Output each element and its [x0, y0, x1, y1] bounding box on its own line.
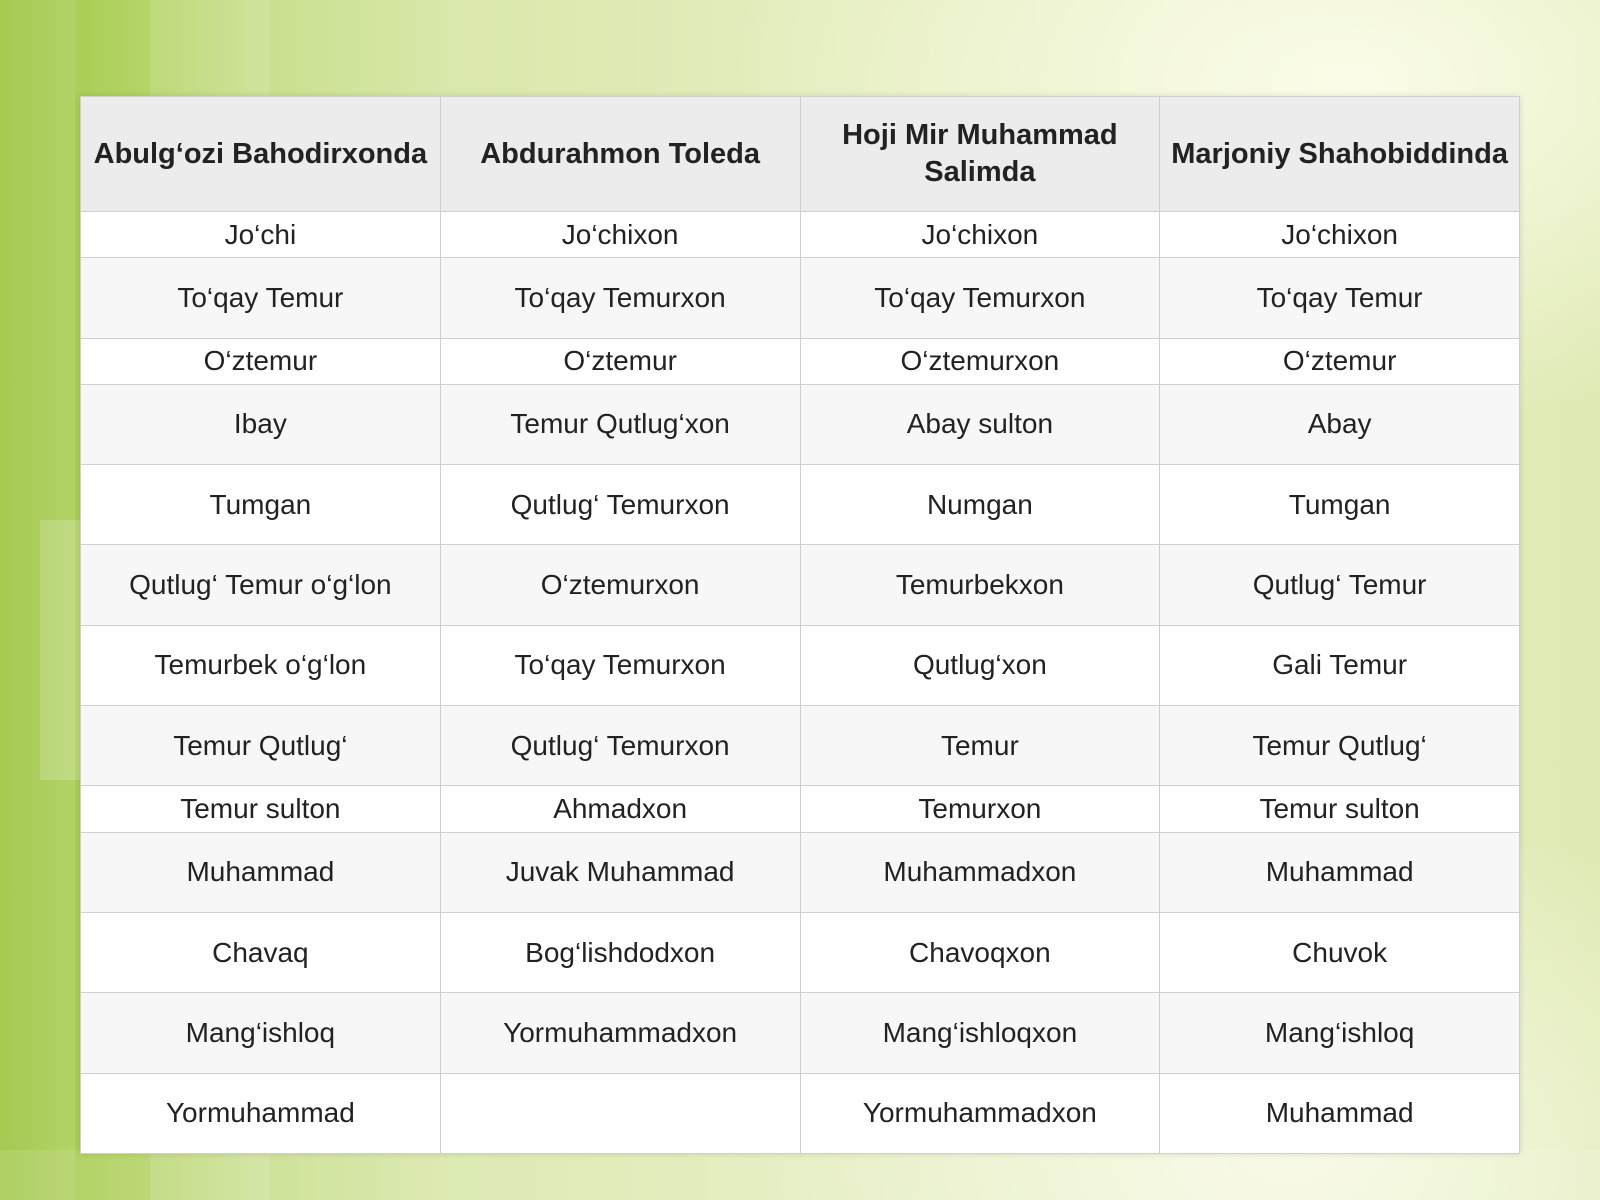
table-cell: O‘ztemurxon	[800, 338, 1160, 384]
table-cell: Abay	[1160, 384, 1520, 464]
table-cell: O‘ztemur	[81, 338, 441, 384]
table-cell: Muhammadxon	[800, 832, 1160, 912]
background-stripe	[0, 1150, 1600, 1200]
table-row	[81, 1073, 1520, 1153]
table-cell: Jo‘chixon	[440, 212, 800, 258]
data-table	[80, 96, 1520, 1154]
table-cell: Temurbek o‘g‘lon	[81, 625, 441, 705]
table-cell: Qutlug‘ Temurxon	[440, 706, 800, 786]
table-row	[81, 338, 1520, 384]
table-cell: Chavaq	[81, 912, 441, 992]
table-cell: Yormuhammadxon	[440, 993, 800, 1073]
table-cell: Temur	[800, 706, 1160, 786]
data-table-container	[80, 96, 1520, 1154]
table-cell: Mang‘ishloq	[81, 993, 441, 1073]
table-cell: Muhammad	[1160, 832, 1520, 912]
table-row	[81, 625, 1520, 705]
table-cell: Yormuhammad	[81, 1073, 441, 1153]
table-cell: To‘qay Temur	[1160, 258, 1520, 338]
table-cell: Muhammad	[81, 832, 441, 912]
table-cell: Abay sulton	[800, 384, 1160, 464]
table-cell: Ahmadxon	[440, 786, 800, 832]
table-cell: Temurbekxon	[800, 545, 1160, 625]
table-row	[81, 832, 1520, 912]
table-cell: Tumgan	[1160, 465, 1520, 545]
table-cell: Temur Qutlug‘xon	[440, 384, 800, 464]
table-row	[81, 786, 1520, 832]
column-header: Marjoniy Shahobiddinda	[1160, 97, 1520, 212]
table-cell: Qutlug‘xon	[800, 625, 1160, 705]
table-cell: O‘ztemur	[440, 338, 800, 384]
table-cell: To‘qay Temurxon	[800, 258, 1160, 338]
table-cell: Temur sulton	[81, 786, 441, 832]
column-header: Abdurahmon Toleda	[440, 97, 800, 212]
table-cell: Yormuhammadxon	[800, 1073, 1160, 1153]
table-row	[81, 993, 1520, 1073]
table-cell: Bog‘lishdodxon	[440, 912, 800, 992]
table-cell: Mang‘ishloq	[1160, 993, 1520, 1073]
column-header: Hoji Mir Muhammad Salimda	[800, 97, 1160, 212]
table-cell: Temur sulton	[1160, 786, 1520, 832]
table-row	[81, 212, 1520, 258]
table-row	[81, 465, 1520, 545]
table-cell: Gali Temur	[1160, 625, 1520, 705]
table-header-row	[81, 97, 1520, 212]
table-row	[81, 706, 1520, 786]
table-cell: Temurxon	[800, 786, 1160, 832]
table-row	[81, 258, 1520, 338]
table-cell: Temur Qutlug‘	[1160, 706, 1520, 786]
table-cell: Chavoqxon	[800, 912, 1160, 992]
table-cell: Jo‘chixon	[800, 212, 1160, 258]
table-cell: Qutlug‘ Temur	[1160, 545, 1520, 625]
table-cell: O‘ztemur	[1160, 338, 1520, 384]
table-row	[81, 912, 1520, 992]
table-cell: Jo‘chi	[81, 212, 441, 258]
table-cell	[440, 1073, 800, 1153]
table-cell: Temur Qutlug‘	[81, 706, 441, 786]
table-cell: Ibay	[81, 384, 441, 464]
table-cell: Qutlug‘ Temurxon	[440, 465, 800, 545]
table-cell: To‘qay Temurxon	[440, 258, 800, 338]
table-cell: Numgan	[800, 465, 1160, 545]
table-cell: Jo‘chixon	[1160, 212, 1520, 258]
table-cell: Chuvok	[1160, 912, 1520, 992]
table-cell: Mang‘ishloqxon	[800, 993, 1160, 1073]
table-cell: Tumgan	[81, 465, 441, 545]
table-cell: To‘qay Temurxon	[440, 625, 800, 705]
table-cell: Qutlug‘ Temur o‘g‘lon	[81, 545, 441, 625]
column-header: Abulg‘ozi Bahodirxonda	[81, 97, 441, 212]
table-row	[81, 384, 1520, 464]
table-cell: O‘ztemurxon	[440, 545, 800, 625]
table-cell: To‘qay Temur	[81, 258, 441, 338]
table-cell: Muhammad	[1160, 1073, 1520, 1153]
table-row	[81, 545, 1520, 625]
table-cell: Juvak Muhammad	[440, 832, 800, 912]
